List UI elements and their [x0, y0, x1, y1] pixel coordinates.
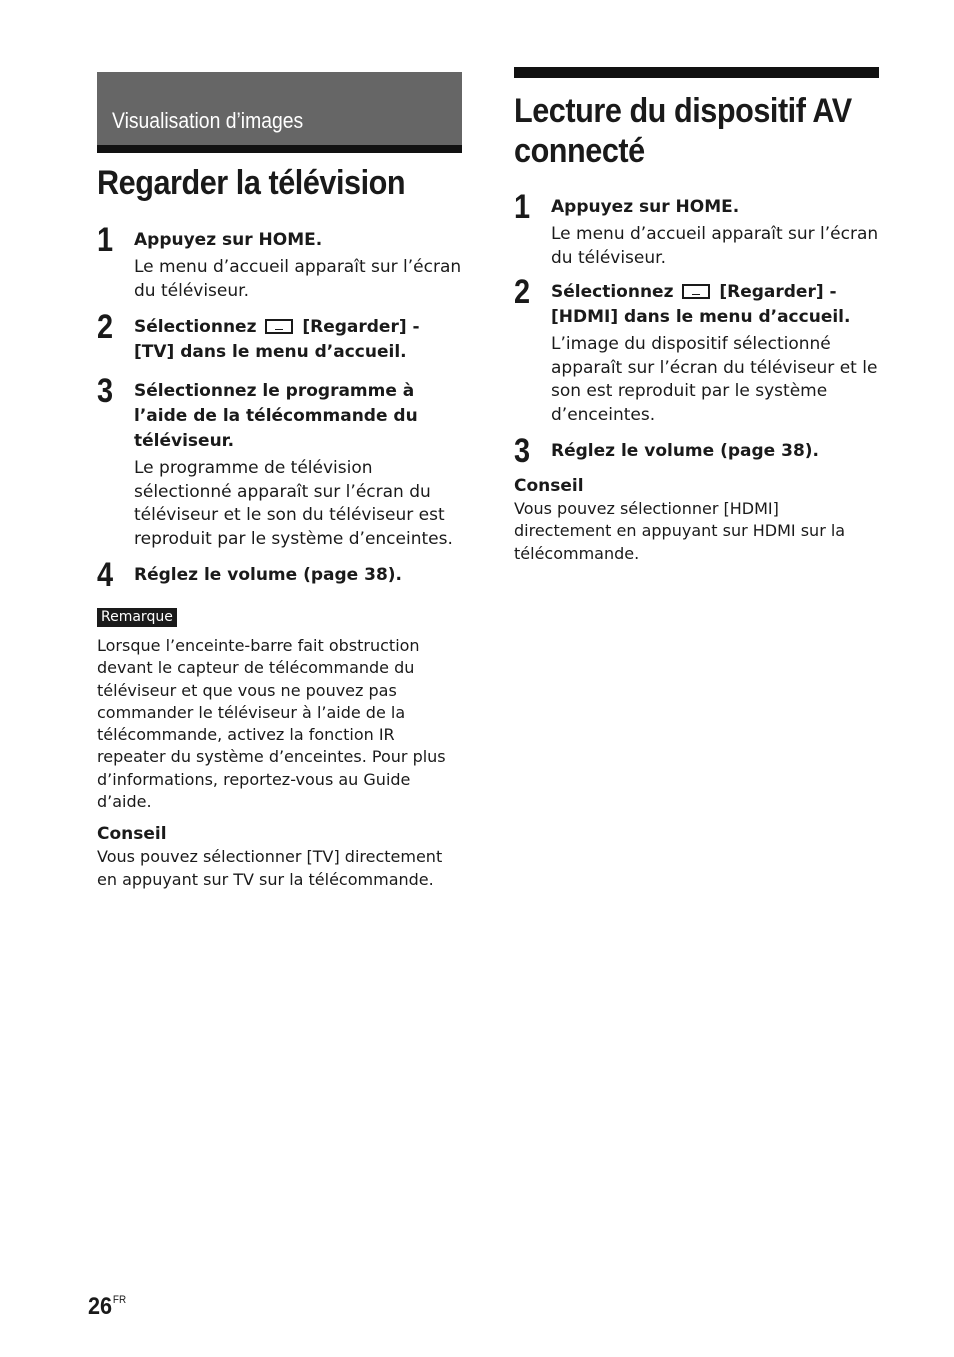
step-number: 2 — [97, 308, 114, 346]
step-body: Le menu d’accueil apparaît sur l’écran du téléviseur. — [551, 224, 879, 268]
note-block — [97, 606, 462, 813]
step-title: Réglez le volume (page 38). — [551, 441, 819, 461]
step-number: 4 — [97, 556, 114, 594]
step-title: Sélectionnez le programme à l’aide de la télécommande du téléviseur. — [134, 381, 418, 451]
step-number: 3 — [514, 432, 531, 470]
step-2 — [514, 273, 879, 427]
page-lang: FR — [112, 1294, 127, 1306]
step-title-suffix: [Regarder] - [HDMI] dans le menu d’accueil. — [551, 282, 851, 327]
left-column — [97, 72, 462, 891]
tip-text: Vous pouvez sélectionner [HDMI] directement en appuyant sur HDMI sur la télécommande. — [514, 499, 846, 563]
step-1 — [97, 221, 462, 303]
section-header — [97, 72, 462, 153]
step-number: 1 — [514, 188, 531, 226]
page-title: Regarder la télévision — [97, 164, 406, 202]
tv-icon — [682, 284, 710, 299]
section-rule — [514, 67, 879, 78]
tip-text: Vous pouvez sélectionner [TV] directement en appuyant sur TV sur la télécommande. — [97, 847, 443, 889]
tip-block — [97, 822, 462, 891]
step-number: 2 — [514, 273, 531, 311]
step-1 — [514, 188, 879, 270]
step-title-prefix: Sélectionnez — [134, 317, 257, 337]
step-2 — [97, 308, 462, 365]
note-text: Lorsque l’enceinte-barre fait obstruction devant le capteur de télécommande du téléviseur et que vous ne pouvez pas commander le téléviseur à l’aide de la télécommande, activez la fonction IR repeater du système d’enceintes. Pour plus d’informations, reportez-vous au Guide d’aide. — [97, 636, 446, 812]
step-title: Appuyez sur HOME. — [134, 230, 323, 250]
step-title — [134, 315, 462, 365]
section-label: Visualisation d’images — [112, 108, 304, 133]
tip-heading: Conseil — [514, 476, 584, 496]
step-title-prefix: Sélectionnez — [551, 282, 674, 302]
step-3 — [514, 432, 879, 470]
note-badge: Remarque — [97, 608, 177, 627]
tip-heading: Conseil — [97, 824, 167, 845]
step-number: 1 — [97, 221, 114, 259]
step-title: Réglez le volume (page 38). — [134, 565, 402, 585]
step-4 — [97, 556, 462, 594]
step-body: L’image du dispositif sélectionné apparaît sur l’écran du téléviseur et le son est reproduit par le système d’enceintes. — [551, 334, 878, 425]
step-title — [551, 280, 879, 330]
right-column — [514, 67, 879, 565]
tv-icon — [265, 319, 293, 334]
page-number-value: 26 — [88, 1293, 113, 1320]
page-number — [88, 1293, 126, 1321]
step-number: 3 — [97, 372, 114, 410]
step-3 — [97, 372, 462, 551]
step-title: Appuyez sur HOME. — [551, 197, 740, 217]
step-title-suffix: [Regarder] - [TV] dans le menu d’accueil. — [134, 317, 420, 362]
tip-block — [514, 474, 879, 565]
step-body: Le programme de télévision sélectionné apparaît sur l’écran du téléviseur et le son du téléviseur est reproduit par le système d’enceintes. — [134, 458, 453, 549]
section-title-line-2: connecté — [514, 132, 645, 170]
section-title-line-1: Lecture du dispositif AV — [514, 92, 852, 130]
step-body: Le menu d’accueil apparaît sur l’écran du téléviseur. — [134, 257, 462, 301]
section-title — [514, 91, 852, 171]
